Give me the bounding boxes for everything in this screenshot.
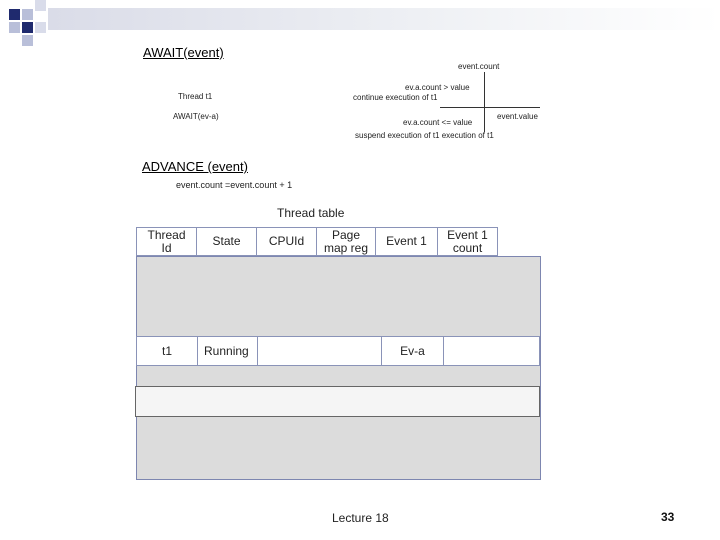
header-page-map-reg: Page map reg	[316, 227, 376, 256]
condition-greater-text: ev.a.count > value	[405, 83, 470, 92]
mosaic-square	[22, 35, 33, 46]
cell-cpu-page	[257, 336, 382, 366]
cell-event: Ev-a	[381, 336, 444, 366]
empty-table-row	[135, 386, 540, 417]
mosaic-square	[35, 0, 46, 11]
mosaic-square	[9, 22, 20, 33]
header-state: State	[196, 227, 257, 256]
thread-table-title: Thread table	[277, 206, 345, 220]
mosaic-square	[22, 22, 33, 33]
mosaic-square	[22, 9, 33, 20]
header-cpu-id: CPUId	[256, 227, 317, 256]
thread-table-body	[136, 256, 541, 480]
await-heading: AWAIT(event)	[143, 45, 224, 60]
cell-state: Running	[197, 336, 258, 366]
advance-heading: ADVANCE (event)	[142, 159, 248, 174]
corner-mosaic-decoration	[0, 0, 50, 50]
cell-thread-id: t1	[136, 336, 198, 366]
axis-vertical-line	[484, 72, 485, 132]
thread-label: Thread t1	[178, 92, 213, 101]
await-call-label: AWAIT(ev-a)	[173, 112, 219, 121]
header-thread-id: Thread Id	[136, 227, 197, 256]
suspend-execution-text: suspend execution of t1 execution of t1	[355, 131, 494, 140]
event-count-axis-label: event.count	[458, 62, 500, 71]
condition-less-equal-text: ev.a.count <= value	[403, 118, 473, 127]
cell-event-count	[443, 336, 540, 366]
header-event-1-count: Event 1 count	[437, 227, 498, 256]
advance-formula: event.count =event.count + 1	[176, 180, 293, 190]
continue-execution-text: continue execution of t1	[353, 93, 438, 102]
mosaic-square	[9, 9, 20, 20]
lecture-footer: Lecture 18	[332, 511, 389, 525]
header-event-1: Event 1	[375, 227, 438, 256]
mosaic-square	[35, 22, 46, 33]
axis-horizontal-line	[440, 107, 540, 108]
title-bar-gradient	[48, 8, 720, 30]
page-number: 33	[661, 510, 675, 524]
event-value-label: event.value	[497, 112, 538, 121]
